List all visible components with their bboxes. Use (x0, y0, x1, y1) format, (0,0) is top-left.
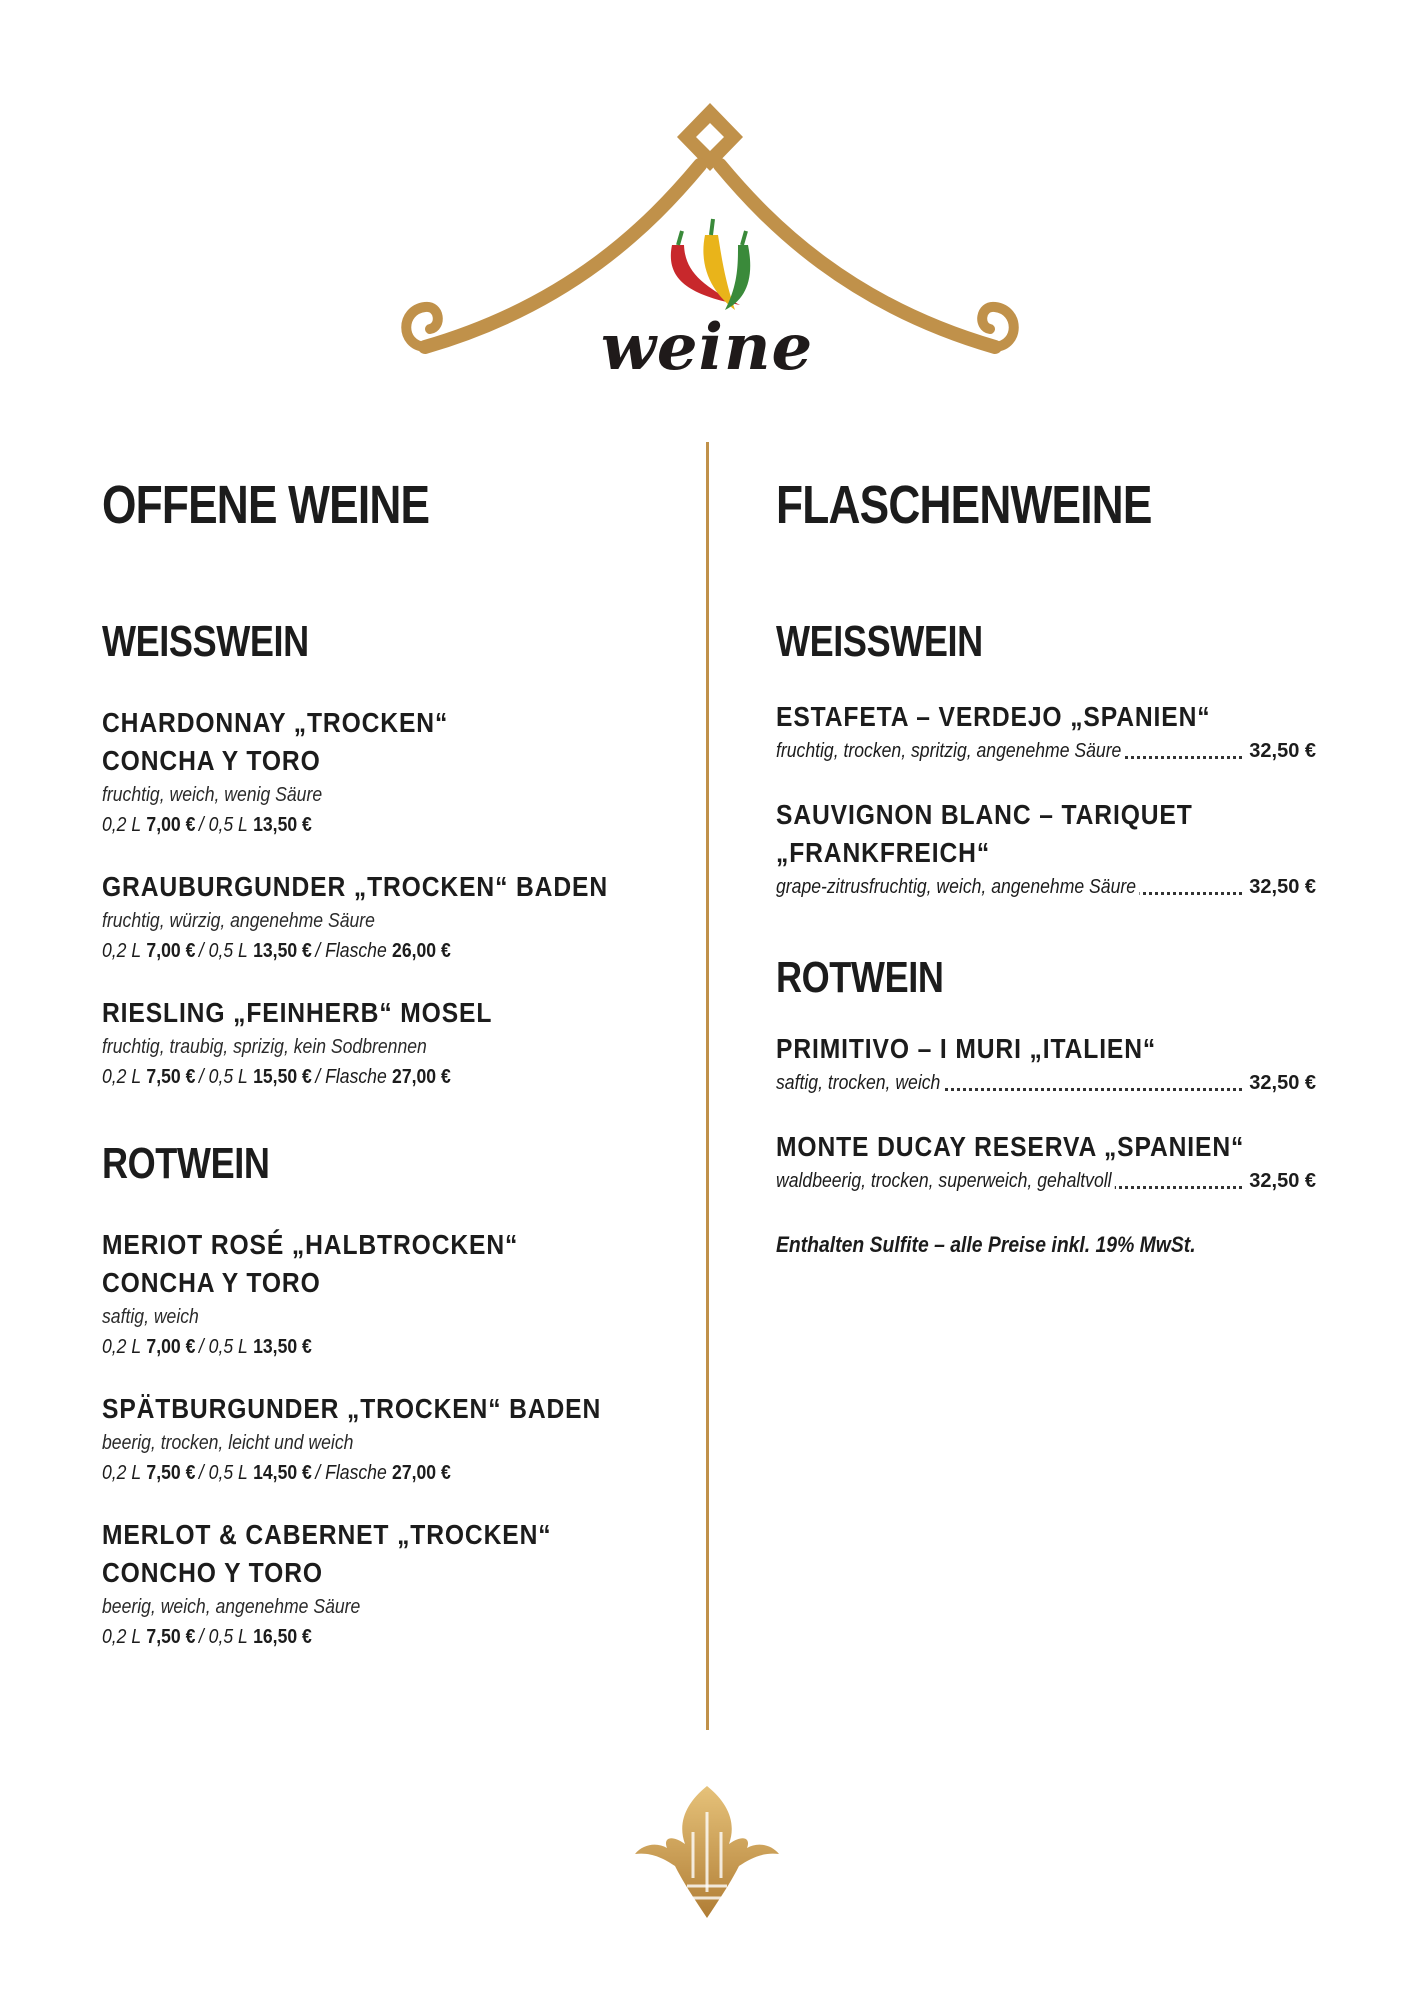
column-divider (706, 442, 709, 1730)
price: 7,00 € (146, 814, 196, 836)
price: 32,50 € (1245, 872, 1316, 902)
wine-origin: „FRANKFREICH“ (776, 837, 991, 868)
wine-description: saftig, trocken, weich (776, 1068, 944, 1098)
wine-description: fruchtig, trocken, spritzig, angenehme Säure (776, 736, 1125, 766)
wine-description: fruchtig, weich, wenig Säure (102, 784, 323, 806)
category-title-white: WEISSWEIN (102, 617, 309, 666)
wine-name: MERLOT & CABERNET „TROCKEN“ (102, 1519, 552, 1550)
wine-item (776, 698, 1316, 766)
wine-producer: CONCHO Y TORO (102, 1557, 323, 1588)
unit-label: / Flasche (315, 940, 387, 962)
wine-producer: CONCHA Y TORO (102, 1267, 321, 1298)
unit-label: 0,2 L (102, 940, 142, 962)
price: 7,50 € (146, 1066, 196, 1088)
price: 15,50 € (253, 1066, 312, 1088)
wine-producer: CONCHA Y TORO (102, 745, 321, 776)
wine-item (776, 1030, 1316, 1098)
section-title-bottle-wines: FLASCHENWEINE (776, 475, 1152, 535)
price-line (102, 1458, 595, 1488)
price: 7,50 € (146, 1462, 196, 1484)
price: 7,00 € (146, 940, 196, 962)
price: 32,50 € (1245, 1166, 1316, 1196)
wine-description: grape-zitrusfruchtig, weich, angenehme Säure (776, 872, 1140, 902)
open-wines-column (102, 475, 662, 1652)
price: 27,00 € (392, 1066, 451, 1088)
wine-description: saftig, weich (102, 1306, 199, 1328)
category-title-red: ROTWEIN (102, 1139, 270, 1188)
sulfite-price-note: Enthalten Sulfite – alle Preise inkl. 19% MwSt. (776, 1232, 1196, 1257)
wine-description: beerig, weich, angenehme Säure (102, 1596, 361, 1618)
unit-label: / 0,5 L (198, 1626, 248, 1648)
price: 13,50 € (253, 814, 312, 836)
price: 16,50 € (253, 1626, 312, 1648)
unit-label: / Flasche (315, 1066, 387, 1088)
wine-name: MONTE DUCAY RESERVA „SPANIEN“ (776, 1131, 1245, 1162)
wine-item (102, 1390, 662, 1488)
wine-name: RIESLING „FEINHERB“ MOSEL (102, 997, 493, 1028)
wine-name: PRIMITIVO – I MURI „ITALIEN“ (776, 1033, 1157, 1064)
unit-label: / 0,5 L (198, 1066, 248, 1088)
price: 7,50 € (146, 1626, 196, 1648)
unit-label: 0,2 L (102, 1066, 142, 1088)
price-line (102, 936, 595, 966)
wine-item (776, 1128, 1316, 1196)
unit-label: 0,2 L (102, 1462, 142, 1484)
unit-label: / 0,5 L (198, 940, 248, 962)
wine-name: CHARDONNAY „TROCKEN“ (102, 707, 449, 738)
wine-description: beerig, trocken, leicht und weich (102, 1432, 354, 1454)
unit-label: / 0,5 L (198, 1336, 248, 1358)
unit-label: / 0,5 L (198, 814, 248, 836)
price-line (102, 1622, 595, 1652)
price: 26,00 € (392, 940, 451, 962)
section-title-open-wines: OFFENE WEINE (102, 475, 430, 535)
wine-description: fruchtig, würzig, angenehme Säure (102, 910, 375, 932)
floral-ornament-icon (627, 1782, 787, 1922)
logo-title: weine (600, 310, 814, 385)
wine-item (776, 796, 1316, 902)
price-row (776, 872, 1316, 902)
category-title-white: WEISSWEIN (776, 617, 983, 666)
wine-name: MERIOT ROSÉ „HALBTROCKEN“ (102, 1229, 519, 1260)
price-row (776, 1166, 1316, 1196)
price: 13,50 € (253, 1336, 312, 1358)
unit-label: / 0,5 L (198, 1462, 248, 1484)
category-title-red: ROTWEIN (776, 953, 944, 1002)
wine-name: SPÄTBURGUNDER „TROCKEN“ BADEN (102, 1393, 602, 1424)
wine-item (102, 1226, 662, 1362)
bottle-wines-column (776, 475, 1316, 1258)
price-line (102, 810, 595, 840)
wine-name: GRAUBURGUNDER „TROCKEN“ BADEN (102, 871, 608, 902)
price: 7,00 € (146, 1336, 196, 1358)
price-row (776, 736, 1316, 766)
price-line (102, 1062, 595, 1092)
unit-label: 0,2 L (102, 1336, 142, 1358)
chili-peppers-icon (671, 219, 750, 310)
price: 32,50 € (1245, 1068, 1316, 1098)
price: 27,00 € (392, 1462, 451, 1484)
wine-name: SAUVIGNON BLANC – TARIQUET (776, 799, 1193, 830)
price-line (102, 1332, 595, 1362)
wine-item (102, 994, 662, 1092)
price: 14,50 € (253, 1462, 312, 1484)
price: 32,50 € (1245, 736, 1316, 766)
unit-label: / Flasche (315, 1462, 387, 1484)
wine-description: waldbeerig, trocken, superweich, gehaltvoll (776, 1166, 1115, 1196)
unit-label: 0,2 L (102, 814, 142, 836)
wine-description: fruchtig, traubig, sprizig, kein Sodbrennen (102, 1036, 427, 1058)
wine-item (102, 868, 662, 966)
price: 13,50 € (253, 940, 312, 962)
unit-label: 0,2 L (102, 1626, 142, 1648)
wine-item (102, 704, 662, 840)
wine-name: ESTAFETA – VERDEJO „SPANIEN“ (776, 701, 1211, 732)
price-row (776, 1068, 1316, 1098)
wine-item (102, 1516, 662, 1652)
